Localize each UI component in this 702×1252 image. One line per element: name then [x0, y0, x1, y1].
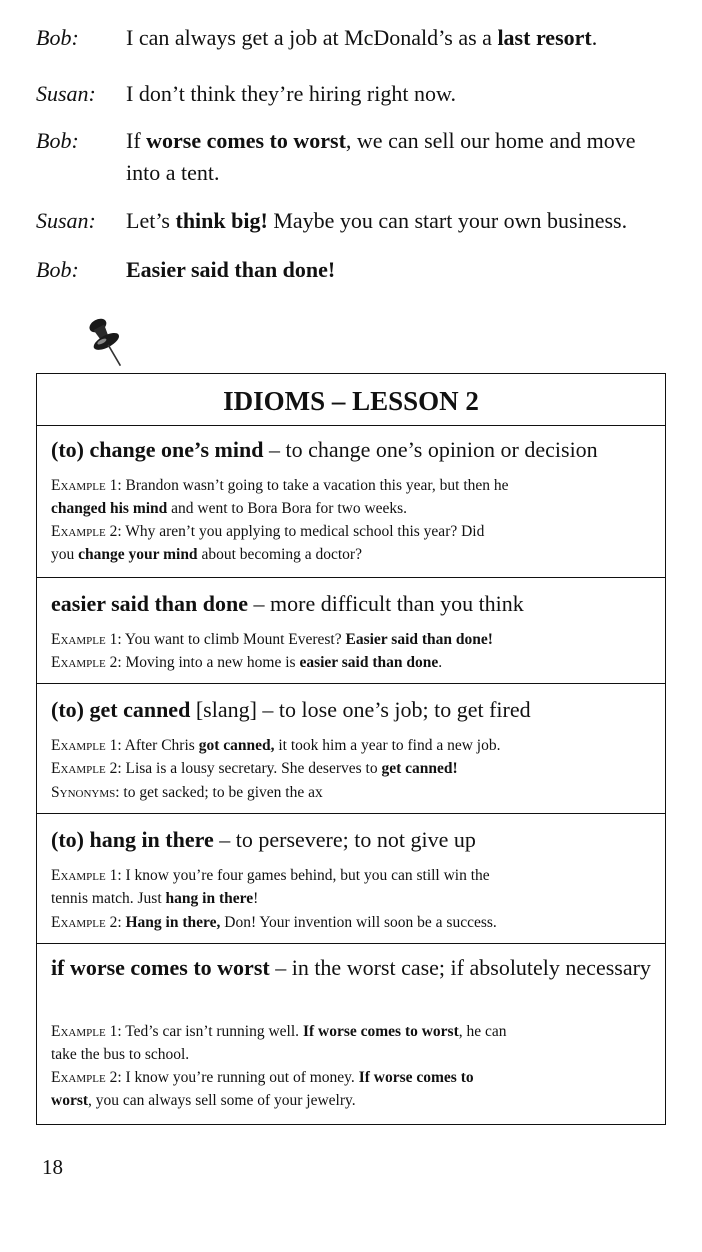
example-line [51, 520, 656, 543]
idiom-term: if worse comes to worst [51, 955, 270, 980]
text-run: If [126, 128, 147, 153]
idioms-lesson-box [36, 373, 666, 1125]
idiom-definition [51, 694, 656, 726]
idiom-highlight: easier said than done [299, 654, 439, 671]
example-line [51, 1066, 656, 1089]
example-label: Example 2: [51, 760, 122, 777]
example-label: Example 1: [51, 477, 122, 494]
example-line [51, 474, 656, 497]
text-run: . [591, 25, 598, 50]
text-run: you [51, 546, 79, 563]
text-run: tennis match. Just [51, 890, 166, 907]
text-run: , he can [458, 1023, 507, 1040]
text-run: it took him a year to find a new job. [274, 737, 501, 754]
example-label: Example 2: [51, 523, 122, 540]
text-run: Why aren’t you applying to medical school this year? Did [121, 523, 485, 540]
text-run: I don’t think they’re hiring right now. [126, 81, 456, 106]
example-label: Example 2: [51, 914, 122, 931]
text-run: Brandon wasn’t going to take a vacation this year, but then he [121, 477, 509, 494]
idiom-highlight: worst [51, 1092, 89, 1109]
speaker-name: Susan: [36, 208, 96, 233]
idiom-entry [37, 578, 665, 684]
idiom-entry [37, 814, 665, 944]
example-label: Example 1: [51, 1023, 122, 1040]
text-run: You want to climb Mount Everest? [121, 631, 346, 648]
text-run: Let’s [126, 208, 176, 233]
speech-text [126, 125, 671, 189]
page-number: 18 [42, 1155, 63, 1179]
text-run: and went to Bora Bora for two weeks. [167, 500, 408, 517]
idiom-highlight: think big! [175, 208, 268, 233]
text-run: Don! Your invention will soon be a success. [220, 914, 497, 931]
example-line [51, 1089, 656, 1112]
idiom-meaning: – in the worst case; if absolutely necessary [269, 955, 651, 980]
example-line [51, 628, 656, 651]
speaker-name: Bob: [36, 25, 79, 50]
example-line [51, 543, 656, 566]
text-run: Moving into a new home is [121, 654, 300, 671]
idiom-highlight: Hang in there, [125, 914, 221, 931]
idiom-definition [51, 434, 656, 466]
speaker-name: Bob: [36, 128, 79, 153]
example-line [51, 651, 656, 674]
idiom-highlight: Easier said than done! [345, 631, 493, 648]
idiom-highlight: got canned, [198, 737, 275, 754]
idiom-term: (to) change one’s mind [51, 437, 264, 462]
text-run: Lisa is a lousy secretary. She deserves to [121, 760, 382, 777]
speech-text [126, 22, 671, 54]
text-run: to get sacked; to be given the ax [119, 784, 323, 801]
idiom-entry [37, 944, 665, 1126]
example-label: Synonyms: [51, 784, 120, 801]
example-line [51, 497, 656, 520]
text-run: Ted’s car isn’t running well. [121, 1023, 303, 1040]
text-run: ! [253, 890, 259, 907]
idiom-meaning: – to persevere; to not give up [213, 827, 476, 852]
idiom-term: easier said than done [51, 591, 249, 616]
text-run: about becoming a doctor? [197, 546, 362, 563]
idiom-highlight: get canned! [381, 760, 458, 777]
idiom-meaning: – to change one’s opinion or decision [263, 437, 598, 462]
speaker-name: Susan: [36, 81, 96, 106]
text-run: I know you’re four games behind, but you can still win the [121, 867, 490, 884]
example-line [51, 887, 656, 910]
idiom-entry [37, 684, 665, 814]
text-run: , you can always sell some of your jewelry. [88, 1092, 356, 1109]
idiom-highlight: worse comes to worst [146, 128, 346, 153]
text-run: take the bus to school. [51, 1046, 190, 1063]
example-line [51, 864, 656, 887]
pushpin-icon [78, 314, 142, 374]
idiom-term: (to) hang in there [51, 827, 214, 852]
speaker-name: Bob: [36, 257, 79, 282]
idiom-highlight: If worse comes to worst [302, 1023, 459, 1040]
idiom-highlight: If worse comes to [358, 1069, 474, 1086]
example-line [51, 781, 656, 804]
idiom-definition [51, 952, 656, 984]
text-run: I know you’re running out of money. [121, 1069, 359, 1086]
example-line [51, 911, 656, 934]
example-label: Example 2: [51, 654, 122, 671]
speech-text [126, 254, 671, 286]
idiom-highlight: change your mind [78, 546, 198, 563]
text-run: I can always get a job at McDonald’s as a [126, 25, 498, 50]
idiom-highlight: hang in there [165, 890, 254, 907]
text-run: Maybe you can start your own business. [267, 208, 628, 233]
speech-text [126, 78, 671, 110]
text-run: , we can sell our home and move into a tent. [126, 128, 636, 185]
idiom-highlight: changed his mind [51, 500, 168, 517]
example-line [51, 757, 656, 780]
example-line [51, 1043, 656, 1066]
idiom-meaning: [slang] – to lose one’s job; to get fired [190, 697, 531, 722]
lesson-title: IDIOMS – LESSON 2 [37, 374, 665, 426]
idiom-term: (to) get canned [51, 697, 191, 722]
idiom-meaning: – more difficult than you think [248, 591, 524, 616]
example-line [51, 734, 656, 757]
idiom-definition [51, 588, 656, 620]
example-label: Example 1: [51, 631, 122, 648]
speech-text [126, 205, 671, 237]
idiom-highlight: Easier said than done! [126, 257, 336, 282]
example-label: Example 1: [51, 737, 122, 754]
example-line [51, 1020, 656, 1043]
idiom-highlight: last resort [497, 25, 592, 50]
text-run: After Chris [121, 737, 199, 754]
example-label: Example 1: [51, 867, 122, 884]
idiom-entry [37, 426, 665, 578]
idiom-definition [51, 824, 656, 856]
text-run: . [438, 654, 443, 671]
example-label: Example 2: [51, 1069, 122, 1086]
